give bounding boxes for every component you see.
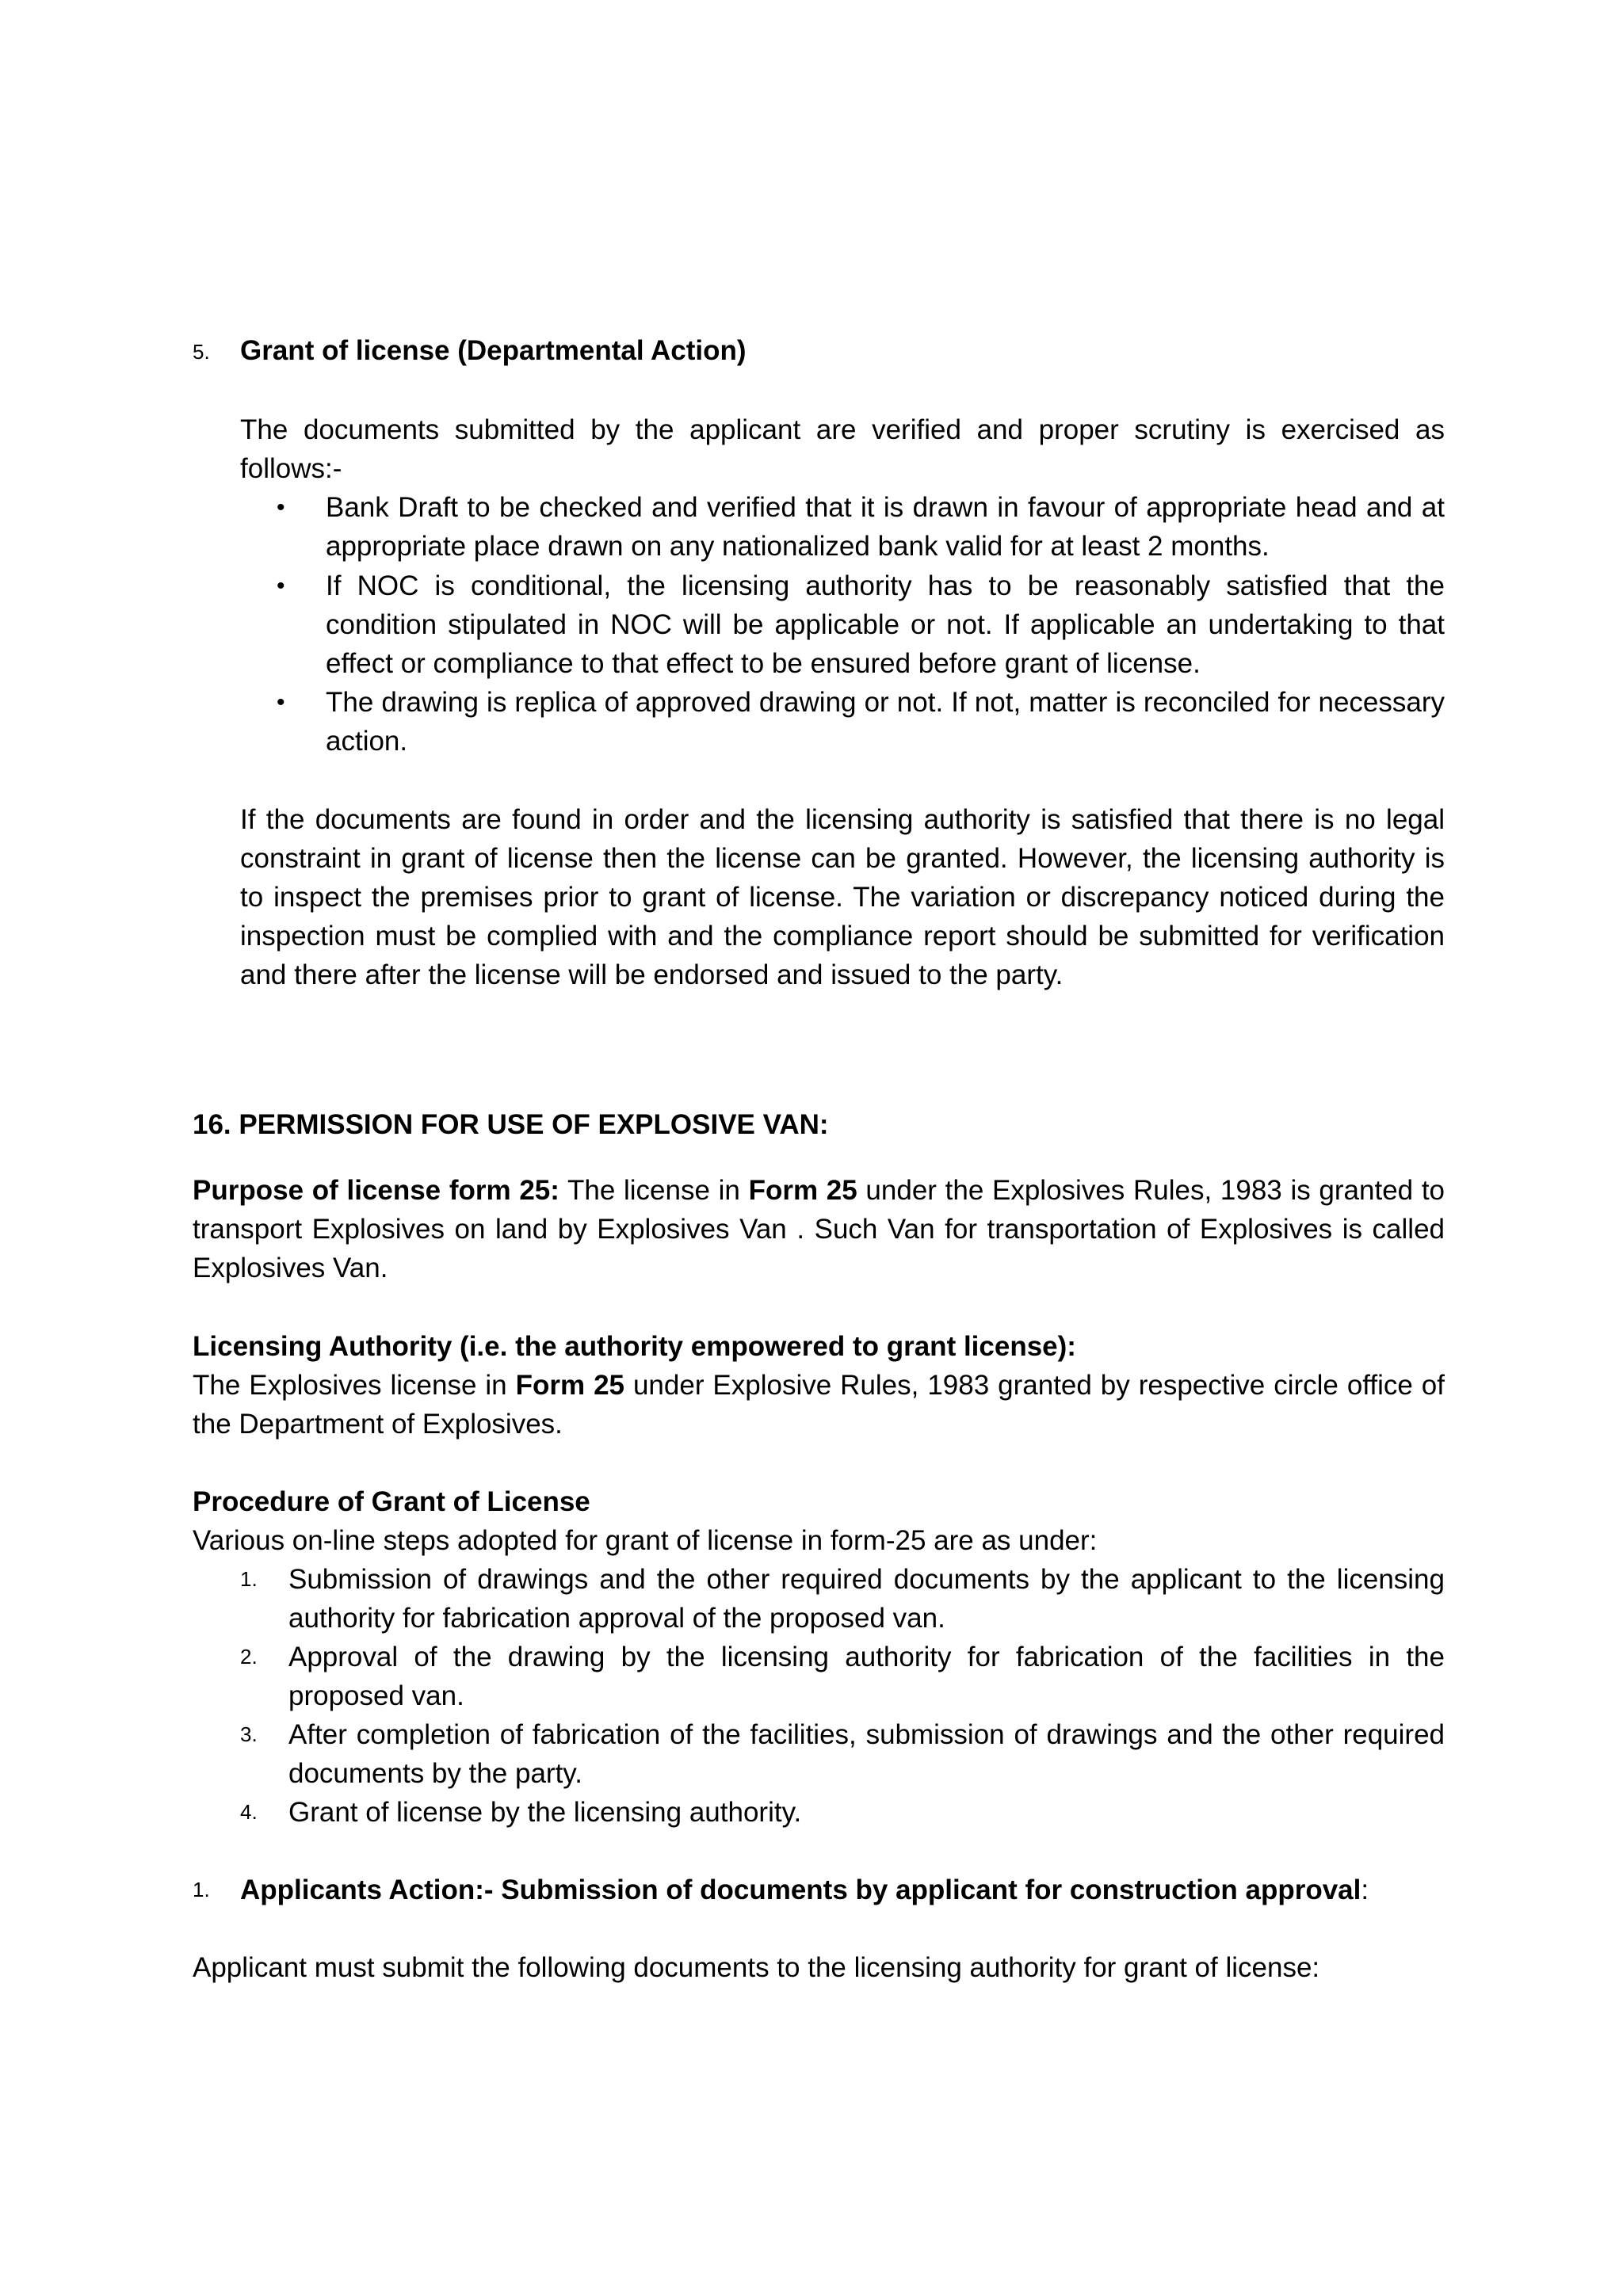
form-reference: Form 25 [515,1370,624,1401]
step-item: Submission of drawings and the other required documents by the applicant to the licensing authority for fabrication approval of the proposed van. [288,1564,1445,1634]
purpose-paragraph [193,1171,1445,1287]
purpose-label: Purpose of license form 25: [193,1175,559,1206]
step-item: Approval of the drawing by the licensing authority for fabrication of the facilities in the proposed van. [288,1642,1445,1711]
section-number: 5. [193,340,210,364]
subsection-heading: Procedure of Grant of License [193,1486,590,1517]
action-number: 1. [193,1878,210,1901]
step-number: 4. [240,1800,258,1824]
procedure-intro: Various on-line steps adopted for grant of license in form-25 are as under: [193,1525,1098,1556]
authority-text: The Explosives license in [193,1370,516,1401]
step-number: 1. [240,1567,258,1591]
section-heading: Grant of license (Departmental Action) [240,335,747,366]
action-paragraph: Applicant must submit the following documents to the licensing authority for grant of license: [193,1952,1320,1983]
action-heading-colon: : [1361,1875,1369,1905]
form-reference: Form 25 [748,1175,857,1206]
section-intro-paragraph: The documents submitted by the applicant are verified and proper scrutiny is exercised as follows:- [240,414,1445,484]
conclusion-paragraph: If the documents are found in order and the licensing authority is satisfied that there is no legal constraint in grant of license then the license can be granted. However, the licensing authority is to inspect the premises prior to grant of license. The variation or discrepancy noticed during the inspection must be complied with and the compliance report should be submitted for verification and there after the license will be endorsed and issued to the party. [240,804,1445,990]
bullet-marker: • [277,494,285,521]
step-number: 3. [240,1722,258,1746]
purpose-text: under the Explosives Rules, 1983 is granted to transport Explosives on land by Explosives Van . Such Van for transportation of Explosives is called Explosives Van. [193,1175,1445,1283]
bullet-marker: • [277,573,285,599]
bullet-item: The drawing is replica of approved drawing or not. If not, matter is reconciled for necessary action. [326,687,1445,757]
bullet-marker: • [277,689,285,715]
bullet-item: If NOC is conditional, the licensing authority has to be reasonably satisfied that the condition stipulated in NOC will be applicable or not. If applicable an undertaking to that effect or compliance to that effect to be ensured before grant of license. [326,570,1445,679]
authority-paragraph [193,1366,1445,1444]
bullet-item: Bank Draft to be checked and verified that it is drawn in favour of appropriate head and at appropriate place drawn on any nationalized bank valid for at least 2 months. [326,492,1445,562]
subsection-heading: Licensing Authority (i.e. the authority empowered to grant license): [193,1331,1076,1362]
action-heading [240,1871,1476,1909]
authority-text: under Explosive Rules, 1983 granted by respective circle office of the Department of Explosives. [193,1370,1445,1440]
step-item: Grant of license by the licensing authority. [288,1797,802,1828]
action-heading-text: Applicants Action:- Submission of documents by applicant for construction approval [240,1875,1361,1905]
section-heading: 16. PERMISSION FOR USE OF EXPLOSIVE VAN: [193,1109,829,1140]
step-number: 2. [240,1645,258,1669]
purpose-text: The license in [559,1175,749,1206]
step-item: After completion of fabrication of the facilities, submission of drawings and the other required documents by the party. [288,1719,1445,1789]
